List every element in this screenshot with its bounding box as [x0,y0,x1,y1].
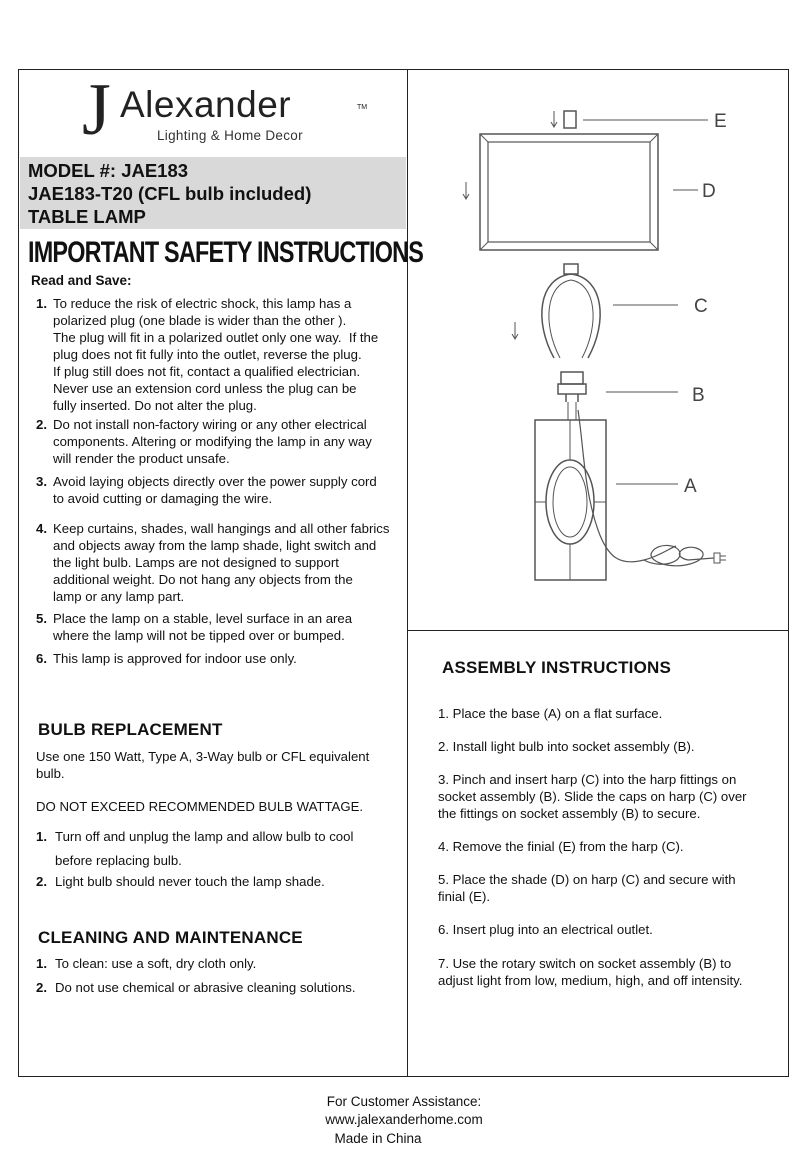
item-number: 2. [36,417,47,432]
item-text: Turn off and unplug the lamp and allow bulb to cool before replacing bulb. [55,829,354,868]
shade-shape [480,134,658,250]
read-save-label: Read and Save: [31,273,132,288]
item-text: Avoid laying objects directly over the power supply cord to avoid cutting or damaging the wire. [53,474,377,506]
item-text: To reduce the risk of electric shock, this lamp has a polarized plug (one blade is wider than the other ). The plug will fit in a polarized outlet only one way. If the plug does not fit fully into the outlet, reverse the plug. If plug still does not fit, contact a qualified electrician. Never use an extension cord unless the plug can be fully inserted. Do not alter the plug. [53,296,379,413]
item-text: Light bulb should never touch the lamp shade. [55,874,325,889]
logo-tm: TM [357,104,368,111]
item-text: Keep curtains, shades, wall hangings and all other fabrics and objects away from the lamp shade, light switch and the light bulb. Lamps are not designed to support additional weight. Do not hang any objects from the lamp or any lamp part. [53,521,390,604]
item-text: Do not use chemical or abrasive cleaning solutions. [55,980,356,995]
cleaning-item [36,955,406,973]
item-text: Place the lamp on a stable, level surface in an area where the lamp will not be tipped over or bumped. [53,611,353,643]
cleaning-title: CLEANING AND MAINTENANCE [38,928,303,947]
item-text: This lamp is approved for indoor use only. [53,651,297,666]
safety-item [36,520,406,606]
label-c: C [694,296,708,317]
socket-shape [561,372,583,384]
item-number: 3. [36,474,47,489]
assembly-step: 5. Place the shade (D) on harp (C) and secure with finial (E). [438,872,736,904]
footer-origin: Made in China [334,1131,422,1146]
assembly-step: 1. Place the base (A) on a flat surface. [438,706,663,721]
assembly-title: ASSEMBLY INSTRUCTIONS [442,658,672,677]
item-number: 1. [36,829,47,844]
item-number: 1. [36,296,47,311]
item-text: Do not install non-factory wiring or any other electrical components. Altering or modifying the lamp in any way will render the product unsafe. [53,417,372,466]
label-a: A [684,476,697,497]
logo-tagline: Lighting & Home Decor [157,128,303,143]
safety-item [36,416,406,468]
assembly-step: 4. Remove the finial (E) from the harp (C). [438,839,684,854]
label-e: E [714,111,727,132]
footer-website[interactable]: www.jalexanderhome.com [325,1112,483,1127]
item-number: 1. [36,956,47,971]
item-number: 6. [36,651,47,666]
item-number: 4. [36,521,47,536]
item-number: 2. [36,874,47,889]
safety-item [36,650,406,668]
bulb-item [36,873,406,891]
label-b: B [692,385,705,406]
lamp-exploded-diagram [408,90,788,620]
assembly-step: 6. Insert plug into an electrical outlet. [438,922,653,937]
assembly-divider [407,630,789,631]
assembly-step: 2. Install light bulb into socket assembly (B). [438,739,695,754]
logo-name: Alexander [120,84,292,125]
bulb-title: BULB REPLACEMENT [38,720,223,739]
model-variant: JAE183-T20 (CFL bulb included) [28,183,312,204]
label-d: D [702,181,716,202]
harp-top [564,264,578,274]
safety-item [36,610,406,645]
cleaning-item [36,979,406,997]
footer-assistance: For Customer Assistance: [326,1094,482,1109]
safety-title: IMPORTANT SAFETY INSTRUCTIONS [28,236,424,269]
assembly-step: 3. Pinch and insert harp (C) into the harp fittings on socket assembly (B). Slide the caps on harp (C) over the fittings on socket assembly (B) to secure. [438,772,747,821]
bulb-intro: Use one 150 Watt, Type A, 3-Way bulb or CFL equivalent bulb. [36,749,370,781]
safety-item [36,473,406,508]
finial-shape [564,111,576,128]
item-number: 2. [36,980,47,995]
bulb-item [36,825,406,869]
assembly-step: 7. Use the rotary switch on socket assembly (B) to adjust light from low, medium, high, and off intensity. [438,956,743,988]
item-number: 5. [36,611,47,626]
logo-letter: J [82,72,111,144]
safety-item [36,295,406,415]
item-text: To clean: use a soft, dry cloth only. [55,956,257,971]
model-number: MODEL #: JAE183 [28,160,189,181]
harp-shape [542,274,600,358]
bulb-warning: DO NOT EXCEED RECOMMENDED BULB WATTAGE. [36,799,364,814]
model-type: TABLE LAMP [28,206,146,227]
